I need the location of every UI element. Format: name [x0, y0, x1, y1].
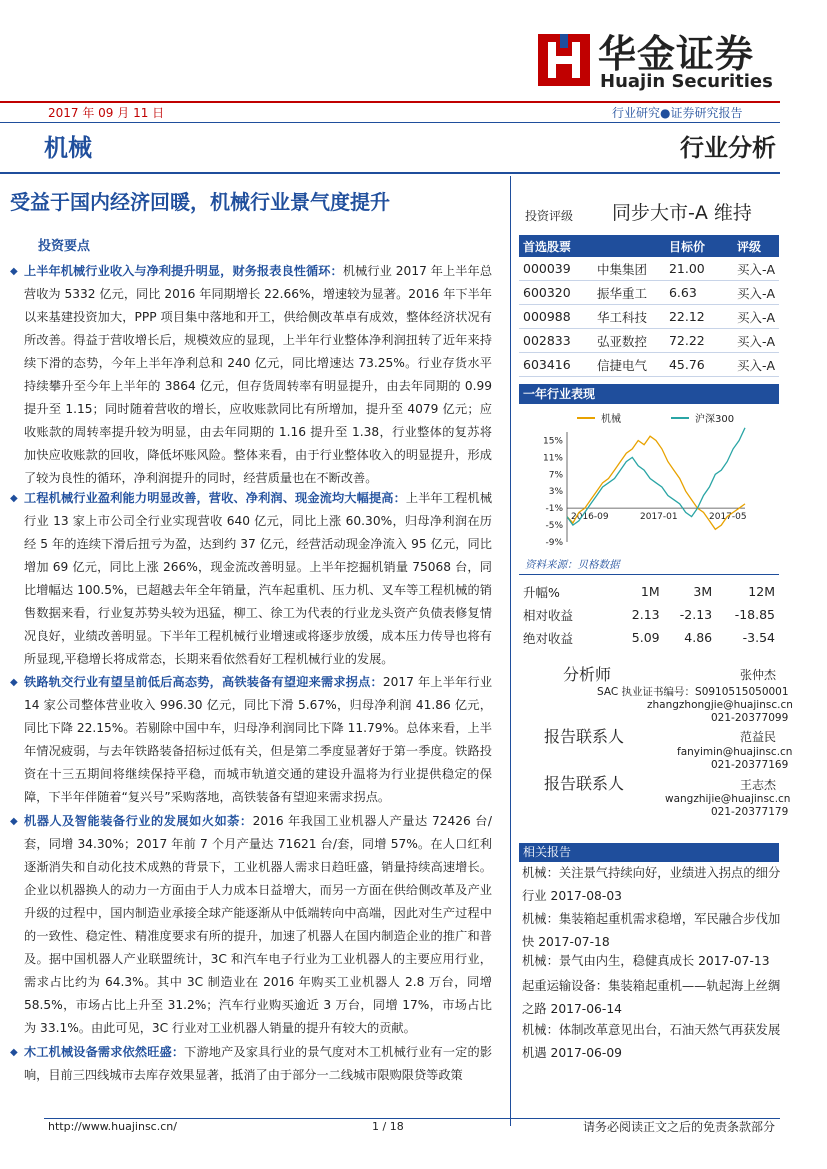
value-cell: 4.86	[684, 630, 713, 645]
table-row	[519, 281, 779, 305]
series-line	[567, 428, 745, 525]
related-report-link[interactable]: 机械：体制改革意见出台，石油天然气再获发展机遇 2017-06-09	[522, 1023, 781, 1060]
related-report-link[interactable]: 机械：集装箱起重机需求稳增，军民融合步伐加快 2017-07-18	[522, 912, 781, 949]
y-tick-label: 3%	[548, 487, 563, 498]
stock-pick-table	[519, 235, 779, 377]
y-tick-label: -5%	[545, 521, 563, 532]
brand-name-cn: 华金证券	[598, 32, 755, 76]
table-row	[519, 329, 779, 353]
report-date: 2017 年 09 月 11 日	[48, 106, 165, 120]
industry-performance-chart	[519, 406, 781, 556]
target-price: 6.63	[665, 281, 733, 305]
value-cell: -2.13	[679, 607, 713, 622]
y-axis	[543, 436, 563, 548]
value-cell: 5.09	[631, 630, 660, 645]
table-row	[519, 257, 779, 281]
performance-title: 一年行业表现	[519, 384, 779, 404]
header-red-rule	[0, 101, 780, 103]
stock-name: 振华重工	[593, 281, 665, 305]
source-rule	[519, 574, 779, 575]
table-row	[519, 603, 779, 626]
stock-rating: 买入-A	[733, 257, 779, 281]
header-blue-rule	[0, 122, 780, 123]
target-price: 22.12	[665, 305, 733, 329]
legend-label: 机械	[601, 414, 621, 425]
performance-table	[519, 580, 779, 649]
contact-role: 报告联系人	[544, 727, 625, 746]
stock-code: 000039	[519, 257, 593, 281]
footer-rule	[44, 1118, 780, 1119]
legend-label: 沪深300	[695, 414, 735, 425]
contact-name: 范益民	[740, 730, 777, 744]
key-point-body: 上半年工程机械行业 13 家上市公司全行业实现营收 640 亿元，同比上涨 60.30%，归母净利润在历经 5 年的连续下滑后扭亏为盈，达到约 37 亿元，经营活动现金净流入 95 亿元，同比增加 69 亿元，同比上涨 266%，现金流改善明显。上半年挖掘机销量 75068 台，同比增幅达 100.5%，已超越去年全年销量，汽车起重机、压力机、叉车等工程机械的销售数据来看，行业复苏势头较为迅猛，柳工、徐工为代表的行业龙头资产负债表修复情况良好，业绩改善明显。下半年工程机械行业增速或将逐步放缓，成本压力传导也将有所显现,平稳增长将成常态，长期来看依然看好工程机械行业的发展。	[24, 491, 493, 666]
target-price: 72.22	[665, 329, 733, 353]
contact-role: 分析师	[563, 665, 612, 684]
diamond-bullet-icon: ◆	[10, 493, 18, 504]
header-cell: 1M	[640, 584, 660, 599]
contact-phone: 021-20377169	[711, 759, 789, 771]
diamond-bullet-icon: ◆	[10, 1047, 18, 1058]
footer-disclaimer: 请务必阅读正文之后的免责条款部分	[583, 1120, 776, 1134]
y-tick-label: 7%	[548, 470, 563, 481]
y-tick-label: -9%	[545, 538, 563, 548]
key-point	[10, 1041, 493, 1087]
table-header-row	[519, 235, 779, 257]
header-cell: 升幅%	[523, 584, 560, 600]
brand-name-en: Huajin Securities	[600, 71, 773, 92]
contact-cert: SAC 执业证书编号：S0910515050001	[597, 686, 789, 698]
header-blue-rule-thick	[0, 172, 780, 174]
stock-rating: 买入-A	[733, 281, 779, 305]
table-row	[519, 305, 779, 329]
value-cell: -3.54	[742, 630, 775, 645]
key-point-body: 2016 年我国工业机器人产量达 72426 台/套，同增 34.30%；2017 年前 7 个月产量达 71621 台/套，同增 57%。在人口红利逐渐消失和自动化技术成熟的背景下，工业机器人需求日趋旺盛，销量持续高速增长。企业以机器换人的动力一方面由于人力成本日益增大，而另一方面在供给侧改革及产业升级的过程中，国内制造业承接全球产能逐渐从中低端转向中高端，因此对生产过程中的一致性、稳定性、精准度要求有所的提升，加速了机器人在国内制造企业的推广和普及。据中国机器人产业联盟统计，3C 和汽车电子行业为工业机器人的主要应用行业，需求占比约为 64.3%。其中 3C 制造业在 2016 年购买工业机器人 2.8 万台，同增 58.5%，市场占比上升至 31.2%；汽车行业购买逾近 3 万台，同增 17%，市场占比为 33.1%。由此可见，3C 行业对工业机器人销量的提升有较大的贡献。	[24, 814, 493, 1035]
contact-name: 王志杰	[740, 778, 777, 792]
stock-rating: 买入-A	[733, 329, 779, 353]
header-cell	[593, 235, 665, 257]
table-header-row	[519, 580, 779, 603]
key-point-title: 木工机械设备需求依然旺盛：	[24, 1045, 185, 1059]
value-cell: -18.85	[734, 607, 775, 622]
huajin-logo-icon	[538, 34, 590, 86]
stock-code: 000988	[519, 305, 593, 329]
stock-rating: 买入-A	[733, 305, 779, 329]
stock-name: 华工科技	[593, 305, 665, 329]
stock-code: 603416	[519, 353, 593, 377]
stock-name: 中集集团	[593, 257, 665, 281]
contact-email: zhangzhongjie@huajinsc.cn	[647, 699, 793, 711]
key-point-title: 机器人及智能装备行业的发展如火如荼：	[24, 814, 253, 828]
related-report-link[interactable]: 机械：关注景气持续向好，业绩进入拐点的细分行业 2017-08-03	[522, 866, 781, 903]
x-tick-label: 2017-01	[640, 512, 678, 523]
related-report-link[interactable]: 机械：景气由内生，稳健真成长 2017-07-13	[522, 954, 770, 968]
analysis-type: 行业分析	[680, 134, 776, 162]
contact-email: wangzhijie@huajinsc.cn	[665, 793, 791, 805]
key-point-title: 铁路轨交行业有望呈前低后高态势，高铁装备有望迎来需求拐点：	[24, 675, 383, 689]
y-tick-label: 11%	[542, 453, 563, 464]
value-cell: 2.13	[631, 607, 660, 622]
y-tick-label: 15%	[542, 436, 563, 447]
key-point	[10, 487, 493, 671]
contact-name: 张仲杰	[740, 668, 777, 682]
row-label: 相对收益	[523, 607, 574, 623]
page-number: 1 / 18	[372, 1120, 404, 1133]
header-cell: 12M	[748, 584, 775, 599]
section-title: 投资要点	[38, 239, 91, 254]
report-type: 行业研究●证券研究报告	[612, 106, 743, 120]
table-row	[519, 353, 779, 377]
chart-source: 资料来源：贝格数据	[525, 559, 620, 571]
key-point	[10, 810, 493, 1040]
diamond-bullet-icon: ◆	[10, 816, 18, 827]
stock-code: 600320	[519, 281, 593, 305]
y-tick-label: -1%	[545, 504, 563, 515]
contact-role: 报告联系人	[544, 774, 625, 793]
stock-code: 002833	[519, 329, 593, 353]
key-point-body: 下游地产及家具行业的景气度对木工机械行业有一定的影响，目前三四线城市去库存效果显著，抵消了由于部分一二线城市限购限贷等政策	[24, 1045, 493, 1082]
header-cell: 首选股票	[519, 235, 593, 257]
x-tick-label: 2017-05	[709, 512, 747, 523]
key-point-title: 上半年机械行业收入与净利提升明显，财务报表良性循环：	[24, 264, 343, 278]
row-label: 绝对收益	[523, 630, 574, 646]
target-price: 21.00	[665, 257, 733, 281]
key-point-body: 机械行业 2017 年上半年总营收为 5332 亿元，同比 2016 年同期增长 22.66%，增速较为显著。2016 年下半年以来基建投资加大，PPP 项目集中落地和开工，供给侧改革卓有成效，整体经济状况有所改善。得益于营收增长后，规模效应的显现，上半年行业整体净利润扭转了近年来持续下滑的态势，今年上半年净利总和 240 亿元，同比增速达 73.25%。行业存货水平持续攀升至今年上半年的 3864 亿元，但存货周转率有明显提升，由去年同期的 0.99 提升至 1.15；同时随着营收的增长，应收账款同比有所增加，提升至 4079 亿元；应收账款的周转率提升较为明显，由去年同期的 1.16 提升至 1.38，行业整体的复苏将加快应收账款的回收，降低坏账风险。整体来看，由于行业整体收入的明显提升，形成了较为良性的循环，净利润提升的同时，经营质量也在不断改善。	[24, 264, 493, 485]
key-point	[10, 260, 493, 490]
related-report-link[interactable]: 起重运输设备：集装箱起重机——轨起海上丝绸之路 2017-06-14	[522, 979, 781, 1016]
rating-label: 投资评级	[525, 209, 574, 223]
rating-value: 同步大市-A 维持	[612, 202, 752, 224]
table-row	[519, 626, 779, 649]
header-cell: 目标价	[665, 235, 733, 257]
key-point	[10, 671, 493, 809]
diamond-bullet-icon: ◆	[10, 266, 18, 277]
header-cell: 3M	[693, 584, 713, 599]
diamond-bullet-icon: ◆	[10, 677, 18, 688]
column-divider	[510, 176, 511, 1126]
key-point-body: 2017 年上半年行业 14 家公司整体营业收入 996.30 亿元，同比下滑 5.67%，归母净利润 41.86 亿元，同比下降 22.15%。若剔除中国中车，归母净利润同比下降 11.79%。总体来看，上半年情况疲弱，与去年铁路装备招标过低有关，但是第二季度显著好于第一季度。铁路投资在十三五期间将继续保持平稳，而城市轨道交通的建设升温将为行业提供稳定的保障，下半年伴随着“复兴号”采购落地，高铁装备有望迎来需求拐点。	[24, 675, 493, 804]
stock-name: 弘亚数控	[593, 329, 665, 353]
sector-title: 机械	[44, 134, 92, 162]
contact-phone: 021-20377179	[711, 806, 789, 818]
stock-rating: 买入-A	[733, 353, 779, 377]
headline: 受益于国内经济回暖，机械行业景气度提升	[10, 190, 390, 214]
footer-url[interactable]: http://www.huajinsc.cn/	[48, 1120, 177, 1133]
contact-phone: 021-20377099	[711, 712, 789, 724]
header-cell: 评级	[733, 235, 779, 257]
related-reports-title: 相关报告	[519, 843, 779, 862]
key-point-title: 工程机械行业盈利能力明显改善，营收、净利润、现金流均大幅提高：	[24, 491, 406, 505]
stock-name: 信捷电气	[593, 353, 665, 377]
contact-email: fanyimin@huajinsc.cn	[677, 746, 793, 758]
target-price: 45.76	[665, 353, 733, 377]
x-tick-label: 2016-09	[571, 512, 609, 523]
chart-legend	[577, 412, 734, 425]
